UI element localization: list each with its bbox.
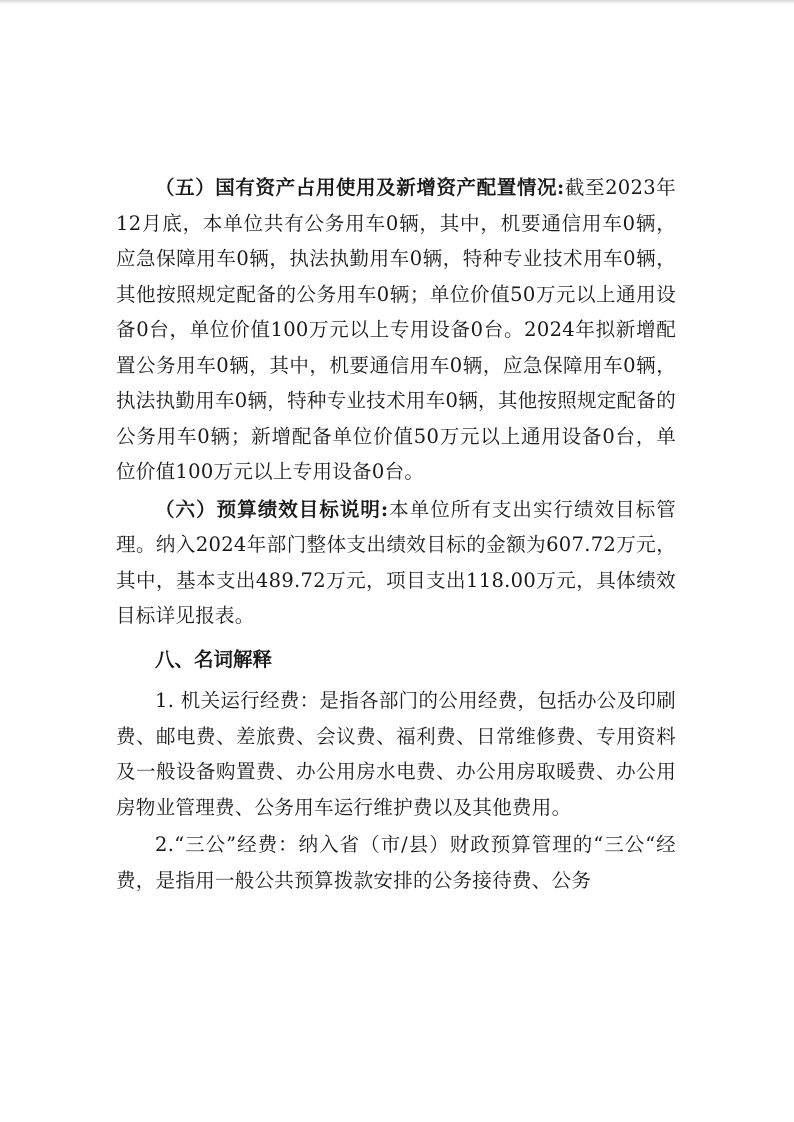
heading-glossary: 八、名词解释: [155, 647, 273, 671]
term-operating-costs: 1. 机关运行经费：是指各部门的公用经费，包括办公及印刷费、邮电费、差旅费、会议费、福利费、日常维修费、专用资料及一般设备购置费、办公用房水电费、办公用房取暖费、办公用房物业管理费、公务用车运行维护费以及其他费用。: [116, 689, 676, 819]
scan-top-edge: [0, 0, 794, 4]
document-body: [116, 170, 676, 898]
paragraph-performance: [116, 492, 676, 634]
section5-body: 截至2023年12月底，本单位共有公务用车0辆，其中，机要通信用车0辆，应急保障用车0辆，执法执勤用车0辆，特种专业技术用车0辆，其他按照规定配备的公务用车0辆；单位价值50万元以上通用设备0台，单位价值100万元以上专用设备0台。2024年拟新增配置公务用车0辆，其中，机要通信用车0辆，应急保障用车0辆，执法执勤用车0辆，特种专业技术用车0辆，其他按照规定配备的公务用车0辆；新增配备单位价值50万元以上通用设备0台，单位价值100万元以上专用设备0台。: [116, 176, 677, 483]
term-three-public: 2.“三公”经费：纳入省（市/县）财政预算管理的“三公“经费，是指用一般公共预算拨款安排的公务接待费、公务: [116, 833, 676, 892]
section6-title: （六）预算绩效目标说明:: [155, 497, 389, 521]
section6-body: 本单位所有支出实行绩效目标管理。纳入2024年部门整体支出绩效目标的金额为607.72万元，其中，基本支出489.72万元，项目支出118.00万元，具体绩效目标详见报表。: [116, 497, 676, 627]
paragraph-assets: [116, 170, 676, 490]
section5-title: （五）国有资产占用使用及新增资产配置情况:: [155, 176, 565, 199]
